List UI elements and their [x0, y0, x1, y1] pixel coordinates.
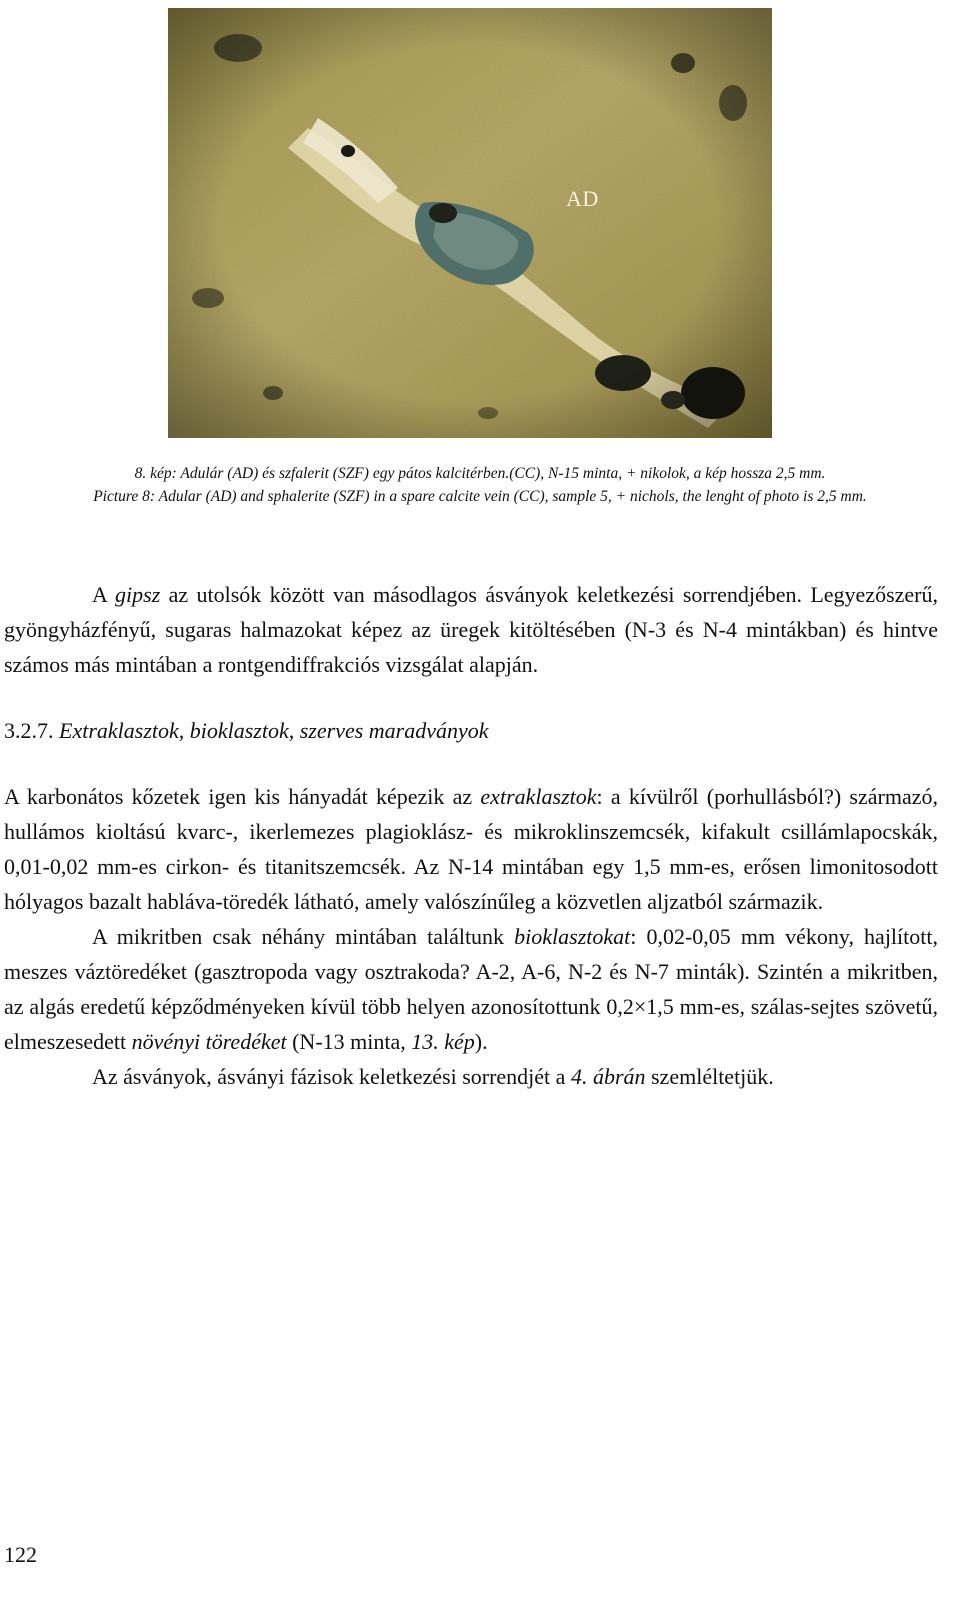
para2-text-a: A karbonátos kőzetek igen kis hányadát képezik az	[4, 784, 481, 809]
para1-text-c: az utolsók között van másodlagos ásványok keletkezési sorrendjében. Legyezőszerű, gyöngyházfényű, sugaras halmazokat képez az üregek kitöltésében (N-3 és N-4 mintákban) és hintve számos más mintában a rontgendiffrakciós vizsgálat alapján.	[4, 582, 938, 677]
section-heading	[4, 713, 938, 748]
para2-text-c: : a kívülről (porhullásból?) származó, hullámos kioltású kvarc-, ikerlemezes plagioklász- és mikroklinszemcsék, kifakult csillámlapocskák, 0,01-0,02 mm-es cirkon- és titanitszemcsék. Az N-14 mintában egy 1,5 mm-es, erősen limonitosodott hólyagos bazalt habláva-töredék látható, amely valószínűleg a közvetlen aljzatból származik.	[4, 784, 938, 914]
micrograph-photo	[168, 8, 772, 438]
caption-hungarian: 8. kép: Adulár (AD) és szfalerit (SZF) egy pátos kalcitérben.(CC), N-15 minta, + nikolok, a kép hossza 2,5 mm.	[134, 465, 826, 482]
figure-ref-4: 4. ábrán	[570, 1064, 646, 1089]
para4-text-c: szemléltetjük.	[645, 1064, 774, 1089]
paragraph-sorrend	[4, 1059, 938, 1094]
term-bioklasztok: bioklasztokat	[514, 924, 631, 949]
para3-text-e: (N-13 minta,	[286, 1029, 412, 1054]
section-number: 3.2.7.	[4, 718, 59, 743]
mineral-label-ad: AD	[566, 186, 599, 211]
para3-text-a: A mikritben csak néhány mintában találtunk	[92, 924, 515, 949]
caption-english: Picture 8: Adular (AD) and sphalerite (SZF) in a spare calcite vein (CC), sample 5, + nichols, the lenght of photo is 2,5 mm.	[93, 488, 867, 505]
term-novenyi-toredek: növényi töredéket	[131, 1029, 287, 1054]
body-text	[4, 577, 938, 1094]
term-gipsz: gipsz	[115, 582, 161, 607]
micrograph-image	[168, 8, 772, 438]
section-title: Extraklasztok, bioklasztok, szerves maradványok	[59, 718, 489, 743]
paragraph-bioklasztok	[4, 919, 938, 1059]
figure-caption	[8, 462, 952, 508]
paragraph-extraklasztok	[4, 779, 938, 919]
page-number: 122	[4, 1542, 37, 1567]
figure-ref-13: 13. kép	[411, 1029, 475, 1054]
paragraph-gipsz	[4, 577, 938, 682]
para3-text-g: ).	[474, 1029, 488, 1054]
para1-text-a: A	[92, 582, 116, 607]
term-extraklasztok: extraklasztok	[480, 784, 597, 809]
para4-text-a: Az ásványok, ásványi fázisok keletkezési sorrendjét a	[92, 1064, 571, 1089]
para3-text-c: : 0,02-0,05 mm vékony, hajlított, meszes váztöredéket (gasztropoda vagy osztrakoda? A-2, A-6, N-2 és N-7 minták). Szintén a mikritben, az algás eredetű képződményeken kívül több helyen azonosítottunk 0,2×1,5 mm-es, szálas-sejtes szövetű, elmeszesedett	[4, 924, 938, 1054]
